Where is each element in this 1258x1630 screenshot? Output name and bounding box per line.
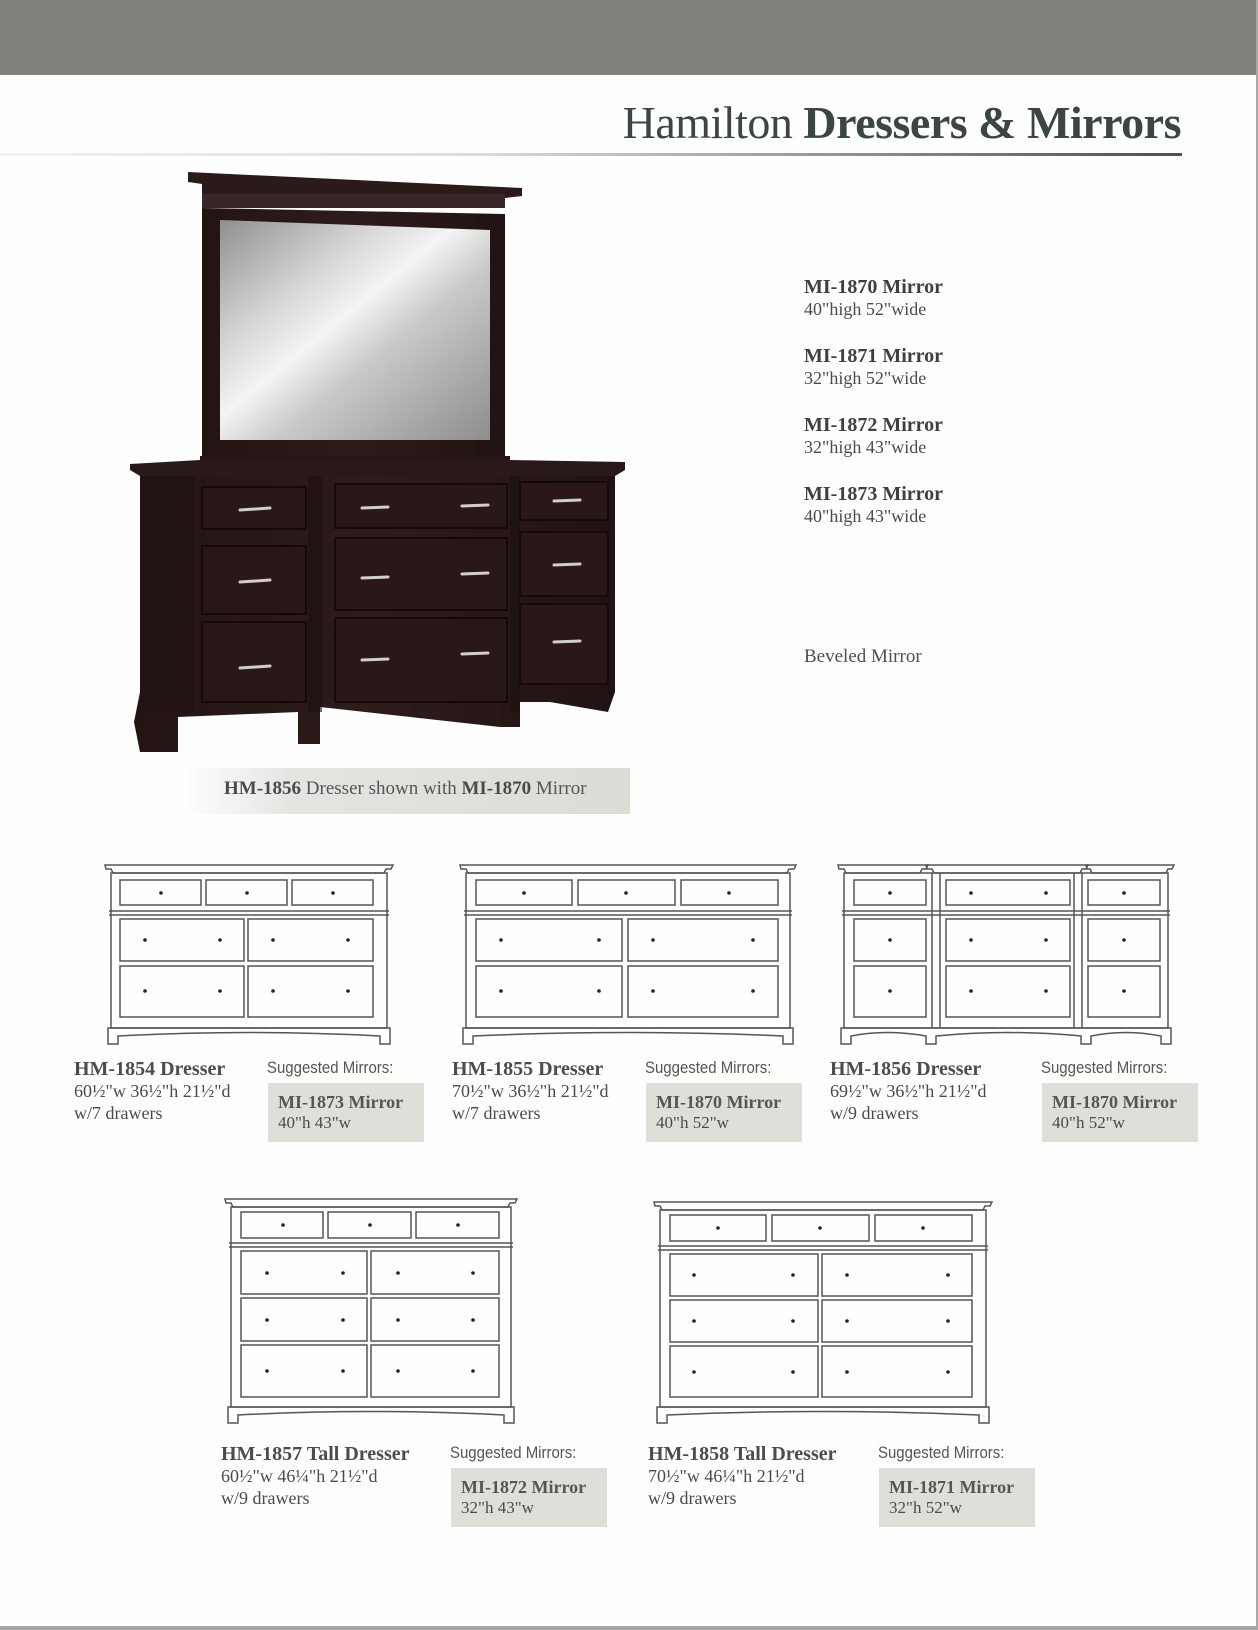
- suggested-mirror-box: [879, 1468, 1035, 1527]
- product-name: HM-1854 Dresser: [74, 1058, 226, 1080]
- product-dimensions: 60½"w 46¼"h 21½"d: [221, 1466, 378, 1486]
- page-title: [623, 96, 1181, 149]
- title-series: Hamilton: [622, 97, 793, 148]
- title-underline: [0, 153, 1182, 156]
- suggested-mirror-name: MI-1872 Mirror: [461, 1477, 587, 1497]
- caption-mirror-model: MI-1870: [461, 778, 532, 799]
- hm-1856-line-drawing: [836, 863, 1176, 1045]
- product-drawers: w/9 drawers: [830, 1103, 919, 1123]
- suggested-mirrors-label: Suggested Mirrors:: [645, 1058, 772, 1077]
- mirror-size: 32"high 43"wide: [804, 437, 927, 457]
- product-name: HM-1857 Tall Dresser: [221, 1443, 410, 1465]
- suggested-mirror-size: 32"h 52"w: [889, 1498, 962, 1517]
- caption-text: Dresser shown with: [301, 778, 462, 799]
- mirror-options-list: [804, 276, 943, 552]
- suggested-mirrors-label: Suggested Mirrors:: [878, 1443, 1005, 1462]
- product-drawers: w/7 drawers: [74, 1103, 163, 1123]
- mirror-size: 40"high 52"wide: [804, 299, 927, 319]
- hm-1857-line-drawing: [223, 1197, 519, 1425]
- suggested-mirrors-label: Suggested Mirrors:: [1041, 1058, 1168, 1077]
- product-dimensions: 69½"w 36½"h 21½"d: [830, 1081, 987, 1101]
- hero-dresser-photo: [130, 172, 660, 792]
- product-dimensions: 60½"w 36½"h 21½"d: [74, 1081, 231, 1101]
- header-band: [0, 0, 1256, 75]
- mirror-name: MI-1872 Mirror: [804, 414, 944, 436]
- suggested-mirror-box: [646, 1083, 802, 1142]
- suggested-mirror-name: MI-1873 Mirror: [278, 1092, 404, 1112]
- hm-1854-line-drawing: [103, 863, 395, 1045]
- suggested-mirror-size: 32"h 43"w: [461, 1498, 534, 1517]
- mirror-item: [804, 483, 943, 552]
- suggested-mirror-name: MI-1870 Mirror: [656, 1092, 782, 1112]
- product-name: HM-1855 Dresser: [452, 1058, 604, 1080]
- title-category: Dressers & Mirrors: [803, 97, 1181, 148]
- mirror-item: [804, 276, 943, 345]
- product-drawers: w/9 drawers: [648, 1488, 737, 1508]
- caption-dresser-model: HM-1856: [224, 778, 302, 799]
- product-name: HM-1856 Dresser: [830, 1058, 982, 1080]
- mirror-size: 32"high 52"wide: [804, 368, 927, 388]
- suggested-mirrors-label: Suggested Mirrors:: [267, 1058, 394, 1077]
- mirror-size: 40"high 43"wide: [804, 506, 927, 526]
- product-dimensions: 70½"w 36½"h 21½"d: [452, 1081, 609, 1101]
- product-drawers: w/9 drawers: [221, 1488, 310, 1508]
- product-name: HM-1858 Tall Dresser: [648, 1443, 837, 1465]
- suggested-mirrors-label: Suggested Mirrors:: [450, 1443, 577, 1462]
- product-dimensions: 70½"w 46¼"h 21½"d: [648, 1466, 805, 1486]
- beveled-mirror-note: Beveled Mirror: [804, 646, 922, 667]
- suggested-mirror-size: 40"h 52"w: [1052, 1113, 1125, 1132]
- mirror-name: MI-1873 Mirror: [804, 483, 944, 505]
- suggested-mirror-box: [268, 1083, 424, 1142]
- suggested-mirror-size: 40"h 43"w: [278, 1113, 351, 1132]
- dresser-with-mirror-image: [130, 172, 660, 792]
- suggested-mirror-name: MI-1870 Mirror: [1052, 1092, 1178, 1112]
- mirror-item: [804, 345, 943, 414]
- mirror-name: MI-1870 Mirror: [804, 276, 944, 298]
- hm-1855-line-drawing: [458, 863, 798, 1045]
- hm-1858-line-drawing: [652, 1200, 994, 1425]
- suggested-mirror-size: 40"h 52"w: [656, 1113, 729, 1132]
- suggested-mirror-name: MI-1871 Mirror: [889, 1477, 1015, 1497]
- mirror-item: [804, 414, 943, 483]
- hero-caption: [180, 768, 630, 814]
- product-drawers: w/7 drawers: [452, 1103, 541, 1123]
- caption-suffix: Mirror: [531, 778, 587, 799]
- suggested-mirror-box: [1042, 1083, 1198, 1142]
- suggested-mirror-box: [451, 1468, 607, 1527]
- mirror-name: MI-1871 Mirror: [804, 345, 944, 367]
